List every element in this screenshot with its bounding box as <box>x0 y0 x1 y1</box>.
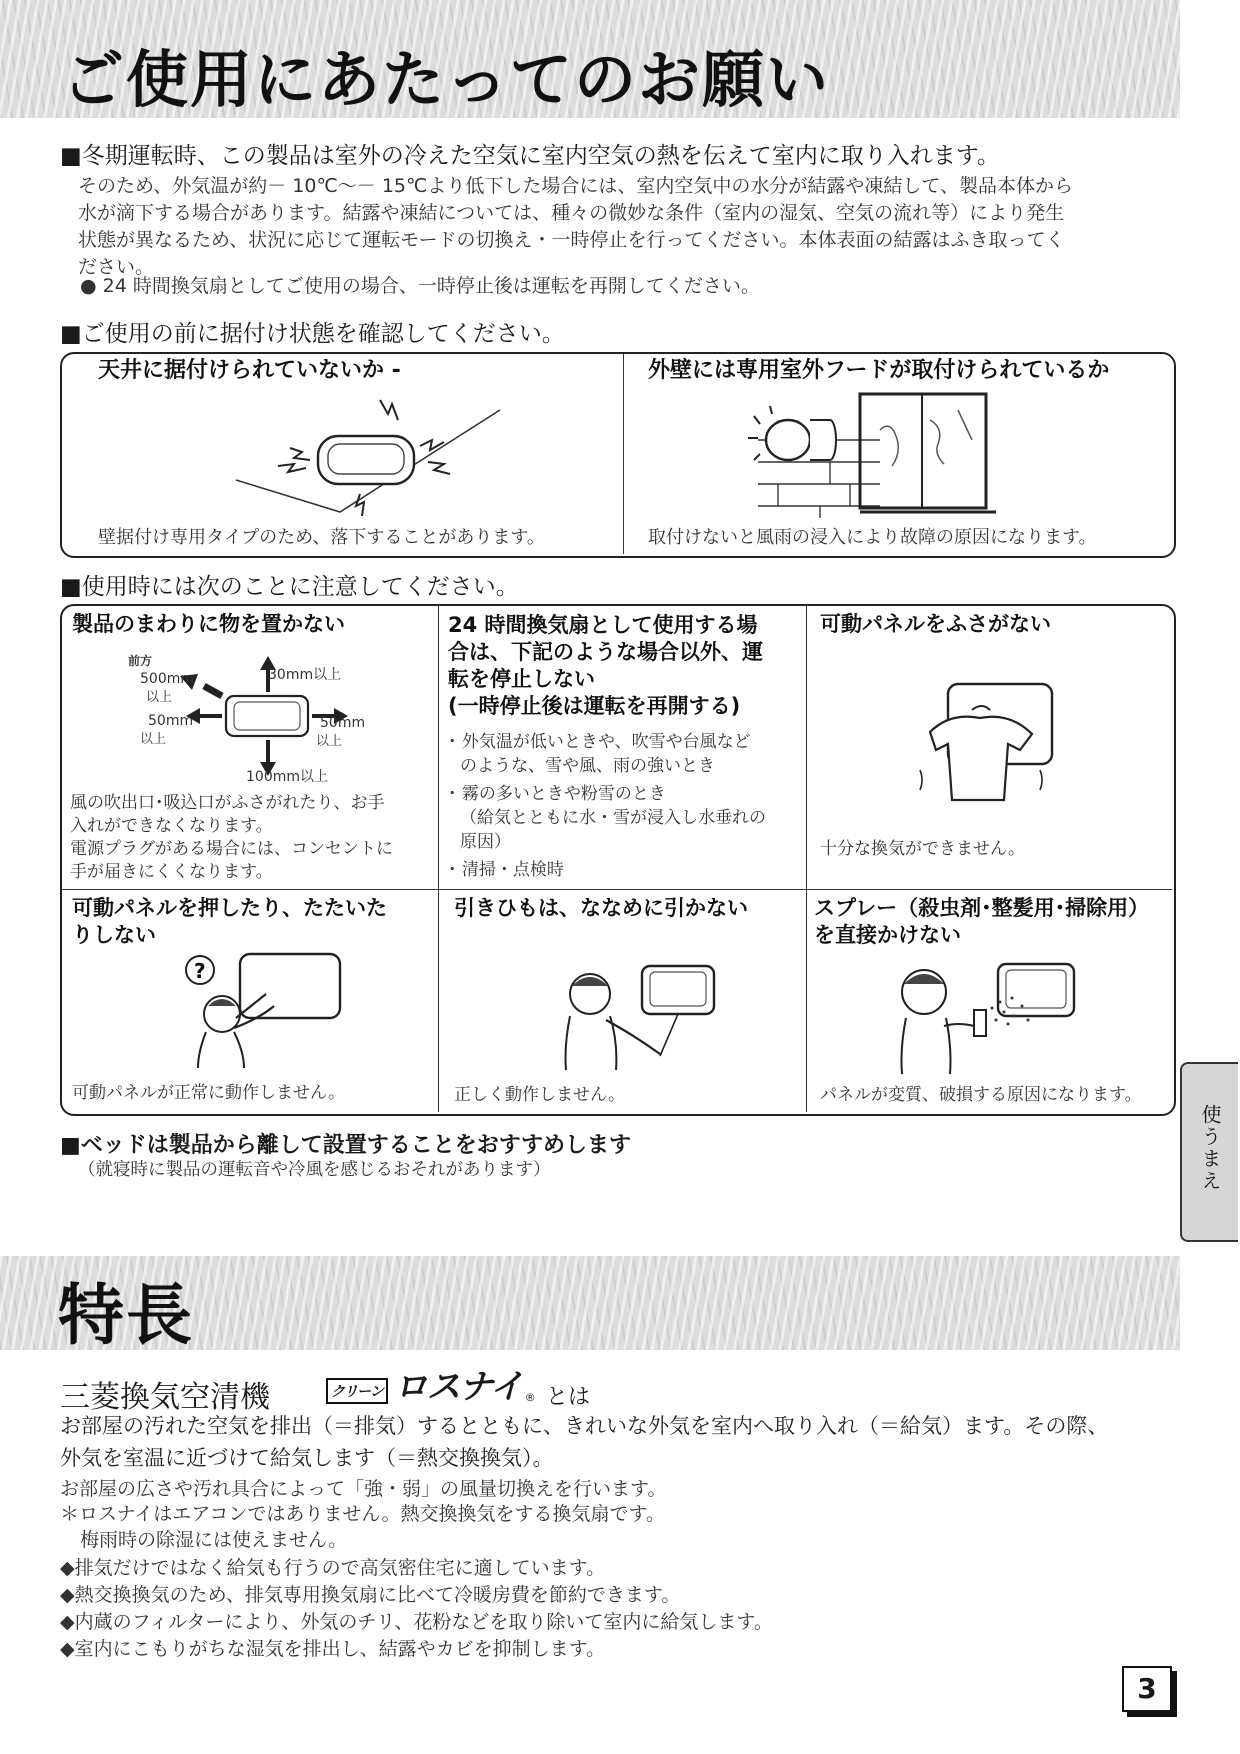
continuous-op-bullet-3: ･ 清掃・点検時 <box>448 860 564 880</box>
ceiling-check-title: 天井に据付けられていないか - <box>98 358 401 383</box>
no-spray-note: パネルが変質、破損する原因になります。 <box>820 1085 1142 1105</box>
ceiling-check-note: 壁据付け専用タイプのため、落下することがあります。 <box>98 527 545 548</box>
continuous-op-bullet-2a: ･ 霧の多いときや粉雪のとき <box>448 784 666 804</box>
continuous-op-bullet-2c: 原因） <box>460 832 511 852</box>
winter-bullet: ● 24 時間換気扇としてご使用の場合、一時停止後は運転を再開してください。 <box>80 275 760 297</box>
continuous-op-bullet-1a: ･ 外気温が低いときや、吹雪や台風など <box>448 732 751 752</box>
features-bullet-1: ◆排気だけではなく給気も行うので高気密住宅に適しています。 <box>60 1557 606 1579</box>
logo-clean-text: クリーン <box>326 1378 388 1404</box>
continuous-op-title-2: 合は、下記のような場合以外、運 <box>448 640 763 664</box>
pull-cord-note: 正しく動作しません。 <box>454 1085 626 1105</box>
ceiling-mount-illustration <box>230 390 510 520</box>
features-bullet-4: ◆室内にこもりがちな湿気を排出し、結露やカビを抑制します。 <box>60 1638 606 1660</box>
no-push-note: 可動パネルが正常に動作しません。 <box>72 1083 346 1103</box>
caution-grid-col-divider-2 <box>806 606 807 1112</box>
features-note-2: 梅雨時の除湿には使えません。 <box>80 1529 348 1551</box>
logo-main-text: ロスナイ <box>393 1367 523 1407</box>
no-spray-title-2: を直接かけない <box>814 923 961 947</box>
winter-line-1: そのため、外気温が約－ 10℃～－ 15℃より低下した場合には、室内空気中の水分が結露や凍結して、製品本体から <box>78 175 1073 197</box>
lossnay-logo <box>326 1367 536 1407</box>
clearance-note-3: 電源プラグがある場合には、コンセントに <box>70 839 393 859</box>
no-cover-note: 十分な換気ができません。 <box>820 839 1026 859</box>
features-bullet-3: ◆内蔵のフィルターにより、外気のチリ、花粉などを取り除いて室内に給気します。 <box>60 1611 773 1633</box>
continuous-op-bullet-2b: （給気とともに水・雪が浸入し水垂れの <box>460 808 766 828</box>
page-title: ご使用にあたってのお願い <box>62 43 831 116</box>
push-panel-illustration <box>150 948 350 1068</box>
hood-check-note: 取付けないと風雨の浸入により故障の原因になります。 <box>648 527 1097 548</box>
features-note-1: ＊ロスナイはエアコンではありません。熱交換換気をする換気扇です。 <box>60 1503 665 1525</box>
features-paragraph-2: 外気を室温に近づけて給気します（＝熱交換換気）。 <box>60 1446 554 1470</box>
features-paragraph-3: お部屋の広さや汚れ具合によって「強・弱」の風量切換えを行います。 <box>60 1478 667 1500</box>
covered-panel-illustration <box>910 680 1060 820</box>
caution-grid-col-divider-1 <box>438 606 439 1112</box>
features-title: 特長 <box>58 1277 194 1354</box>
clearance-note-2: 入れができなくなります。 <box>70 816 273 836</box>
continuous-op-title-1: 24 時間換気扇として使用する場 <box>448 613 758 637</box>
hood-check-title: 外壁には専用室外フードが取付けられているか <box>648 358 1110 383</box>
continuous-op-bullet-1b: のような、雪や風、雨の強いとき <box>460 756 715 776</box>
outdoor-hood-illustration <box>730 390 1000 520</box>
pull-cord-title: 引きひもは、ななめに引かない <box>454 896 748 920</box>
caution-grid-row-divider <box>62 889 1172 890</box>
clearance-right-dist: 50mm <box>320 715 366 731</box>
winter-line-3: 状態が異なるため、状況に応じて運転モードの切換え・一時停止を行ってください。本体表面の結露はふき取ってく <box>78 229 1065 251</box>
svg-text:?: ? <box>194 959 206 983</box>
continuous-op-title-4: (一時停止後は運転を再開する) <box>448 694 741 718</box>
bed-distance-heading: ■ベッドは製品から離して設置することをおすすめします <box>60 1133 632 1158</box>
clearance-front-dist: 500mm <box>140 671 194 687</box>
spray-illustration <box>888 958 1078 1078</box>
features-paragraph-1: お部屋の汚れた空気を排出（＝排気）するとともに、きれいな外気を室内へ取り入れ（＝給気）ます。その際、 <box>60 1414 1109 1438</box>
page-number: 3 <box>1122 1666 1172 1712</box>
clearance-note-1: 風の吹出口･吸込口がふさがれたり、お手 <box>70 793 385 813</box>
clearance-right-more: 以上 <box>316 734 343 749</box>
install-check-heading: ■ご使用の前に据付け状態を確認してください。 <box>60 321 565 347</box>
clearance-top-label: 30mm以上 <box>268 667 342 683</box>
no-push-title-1: 可動パネルを押したり、たたいた <box>72 896 387 920</box>
no-push-title-2: りしない <box>72 923 156 947</box>
clearance-front-label: 前方 <box>128 654 153 668</box>
features-subtitle-suffix: とは <box>546 1385 591 1410</box>
winter-line-4: ださい。 <box>78 256 155 278</box>
features-subtitle-prefix: 三菱換気空清機 <box>60 1380 270 1415</box>
no-cover-title: 可動パネルをふさがない <box>820 612 1051 636</box>
no-spray-title-1: スプレー（殺虫剤･整髪用･掃除用） <box>814 896 1150 920</box>
logo-registered-mark: ® <box>524 1391 536 1404</box>
winter-line-2: 水が滴下する場合があります。結露や凍結については、種々の微妙な条件（室内の湿気、空気の流れ等）により発生 <box>78 202 1065 224</box>
clearance-note-4: 手が届きにくくなります。 <box>70 862 273 882</box>
clearance-left-dist: 50mm <box>148 713 194 729</box>
side-tab-label: 使うまえ <box>1198 1104 1222 1192</box>
features-bullet-2: ◆熱交換換気のため、排気専用換気扇に比べて冷暖房費を節約できます。 <box>60 1584 681 1606</box>
pull-cord-illustration <box>550 960 720 1070</box>
bed-distance-note: （就寝時に製品の運転音や冷風を感じるおそれがあります） <box>78 1160 551 1180</box>
continuous-op-title-3: 転を停止しない <box>448 667 595 691</box>
section-side-tab <box>1180 1062 1238 1242</box>
caution-heading: ■使用時には次のことに注意してください。 <box>60 574 519 600</box>
clearance-title: 製品のまわりに物を置かない <box>72 612 345 636</box>
winter-heading: ■冬期運転時、この製品は室外の冷えた空気に室内空気の熱を伝えて室内に取り入れます。 <box>60 143 1000 169</box>
clearance-left-more: 以上 <box>140 732 167 747</box>
install-check-divider <box>623 354 624 554</box>
clearance-bottom-label: 100mm以上 <box>246 769 328 785</box>
clearance-front-more: 以上 <box>146 690 173 705</box>
